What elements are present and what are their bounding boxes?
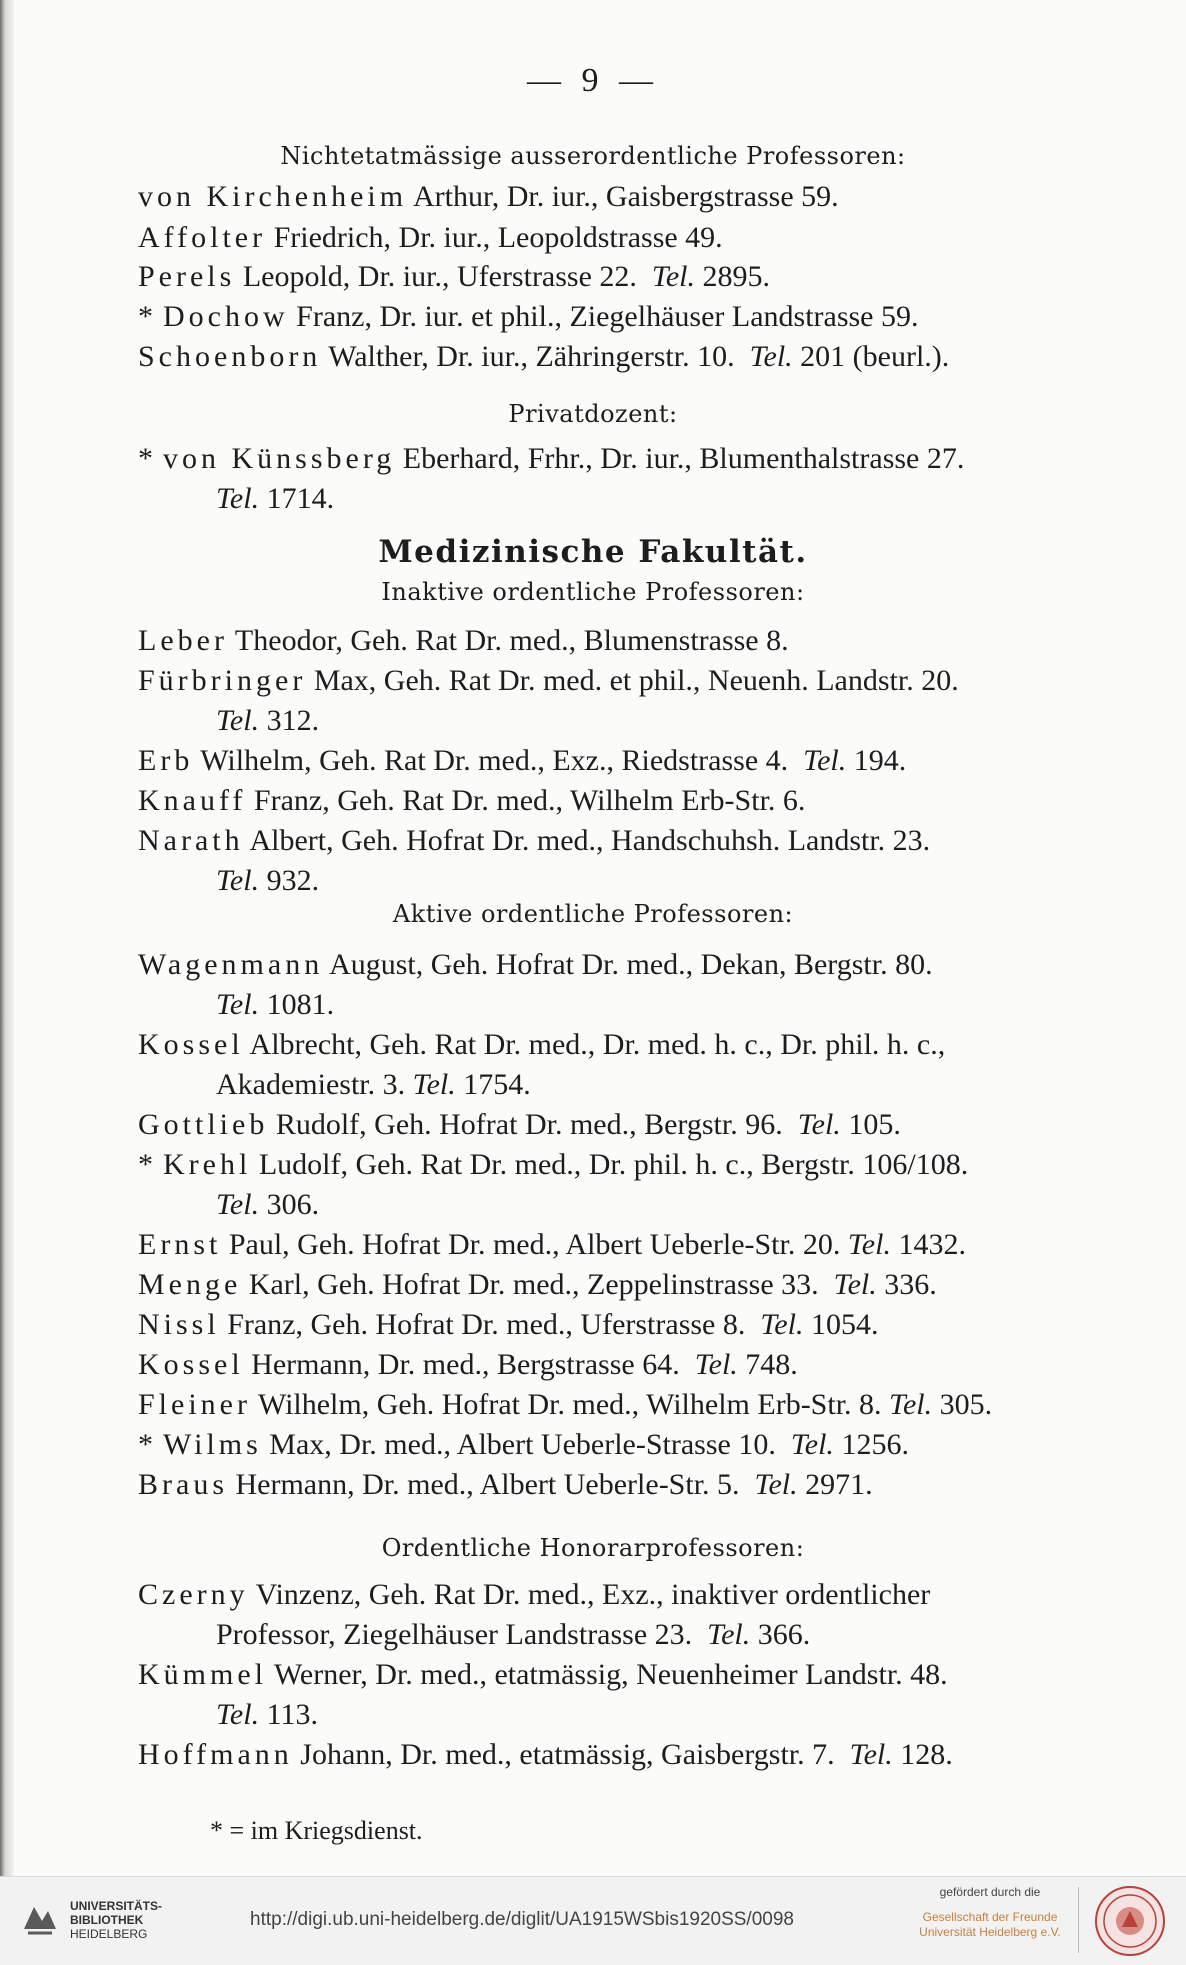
entry-fuerbringer: Fürbringer Max, Geh. Rat Dr. med. et phil., Neuenh. Landstr. 20. <box>138 664 959 697</box>
entry-leber: Leber Theodor, Geh. Rat Dr. med., Blumenstrasse 8. <box>138 624 789 657</box>
entry-kossel-albrecht-cont: Akademiestr. 3. Tel. 1754. <box>216 1068 531 1101</box>
entry-kuemmel: Kümmel Werner, Dr. med., etatmässig, Neuenheimer Landstr. 48. <box>138 1658 948 1691</box>
entry-schoenborn: Schoenborn Walther, Dr. iur., Zähringerstr. 10. Tel. 201 (beurl.). <box>138 340 950 373</box>
entry-perels: Perels Leopold, Dr. iur., Uferstrasse 22. Tel. 2895. <box>138 260 771 293</box>
heading-aktive: Aktive ordentliche Professoren: <box>392 900 794 928</box>
entry-kuenssberg: * von Künssberg Eberhard, Frhr., Dr. iur., Blumenthalstrasse 27. <box>138 442 965 475</box>
entry-affolter: Affolter Friedrich, Dr. iur., Leopoldstrasse 49. <box>138 221 723 254</box>
page-edge-shadow <box>0 0 14 1876</box>
entry-czerny-cont: Professor, Ziegelhäuser Landstrasse 23. Tel. 366. <box>216 1618 811 1651</box>
heading-nichtetat: Nichtetatmässige ausserordentliche Professoren: <box>280 142 906 170</box>
source-url-link[interactable]: http://digi.ub.uni-heidelberg.de/diglit/UA1915WSbis1920SS/0098 <box>250 1909 794 1930</box>
entry-kuemmel-tel: Tel. 113. <box>216 1698 318 1731</box>
entry-braus: Braus Hermann, Dr. med., Albert Ueberle-Str. 5. Tel. 2971. <box>138 1468 873 1501</box>
entry-krehl: * Krehl Ludolf, Geh. Rat Dr. med., Dr. phil. h. c., Bergstr. 106/108. <box>138 1148 969 1181</box>
entry-erb: Erb Wilhelm, Geh. Rat Dr. med., Exz., Riedstrasse 4. Tel. 194. <box>138 744 907 777</box>
funding-note: gefördert durch die Gesellschaft der Freunde Universität Heidelberg e.V. <box>919 1885 1061 1939</box>
heading-privatdozent: Privatdozent: <box>508 400 678 428</box>
entry-krehl-tel: Tel. 306. <box>216 1188 320 1221</box>
heading-honorar: Ordentliche Honorarprofessoren: <box>381 1534 805 1562</box>
entry-ernst: Ernst Paul, Geh. Hofrat Dr. med., Albert Ueberle-Str. 20. Tel. 1432. <box>138 1228 966 1261</box>
footer-divider <box>1078 1887 1079 1953</box>
library-logo-icon <box>20 1899 60 1939</box>
footnote: * = im Kriegsdienst. <box>210 1816 423 1845</box>
entry-kossel-hermann: Kossel Hermann, Dr. med., Bergstrasse 64. Tel. 748. <box>138 1348 798 1381</box>
entry-knauff: Knauff Franz, Geh. Rat Dr. med., Wilhelm Erb-Str. 6. <box>138 784 806 817</box>
page-number: — 9 — <box>527 62 659 99</box>
entry-czerny: Czerny Vinzenz, Geh. Rat Dr. med., Exz., inaktiver ordentlicher <box>138 1578 931 1611</box>
entry-fleiner: Fleiner Wilhelm, Geh. Hofrat Dr. med., Wilhelm Erb-Str. 8. Tel. 305. <box>138 1388 993 1421</box>
heading-inaktive: Inaktive ordentliche Professoren: <box>381 578 805 606</box>
library-name: UNIVERSITÄTS- BIBLIOTHEK HEIDELBERG <box>70 1899 163 1941</box>
entry-wilms: * Wilms Max, Dr. med., Albert Ueberle-Strasse 10. Tel. 1256. <box>138 1428 909 1461</box>
entry-narath-tel: Tel. 932. <box>216 864 320 897</box>
entry-menge: Menge Karl, Geh. Hofrat Dr. med., Zeppelinstrasse 33. Tel. 336. <box>138 1268 937 1301</box>
entry-kuenssberg-tel: Tel. 1714. <box>216 482 335 515</box>
university-seal-icon <box>1094 1885 1166 1957</box>
entry-hoffmann: Hoffmann Johann, Dr. med., etatmässig, Gaisbergstr. 7. Tel. 128. <box>138 1738 953 1771</box>
entry-dochow: * Dochow Franz, Dr. iur. et phil., Ziegelhäuser Landstrasse 59. <box>138 300 919 333</box>
entry-fuerbringer-tel: Tel. 312. <box>216 704 320 737</box>
entry-kirchenheim: von Kirchenheim Arthur, Dr. iur., Gaisbergstrasse 59. <box>138 180 839 213</box>
entry-narath: Narath Albert, Geh. Hofrat Dr. med., Handschuhsh. Landstr. 23. <box>138 824 931 857</box>
entry-kossel-albrecht: Kossel Albrecht, Geh. Rat Dr. med., Dr. med. h. c., Dr. phil. h. c., <box>138 1028 946 1061</box>
entry-nissl: Nissl Franz, Geh. Hofrat Dr. med., Uferstrasse 8. Tel. 1054. <box>138 1308 879 1341</box>
digitization-footer <box>0 1876 1186 1965</box>
entry-gottlieb: Gottlieb Rudolf, Geh. Hofrat Dr. med., Bergstr. 96. Tel. 105. <box>138 1108 901 1141</box>
entry-wagenmann: Wagenmann August, Geh. Hofrat Dr. med., Dekan, Bergstr. 80. <box>138 948 933 981</box>
entry-wagenmann-tel: Tel. 1081. <box>216 988 335 1021</box>
faculty-title: Medizinische Fakultät. <box>378 534 808 570</box>
